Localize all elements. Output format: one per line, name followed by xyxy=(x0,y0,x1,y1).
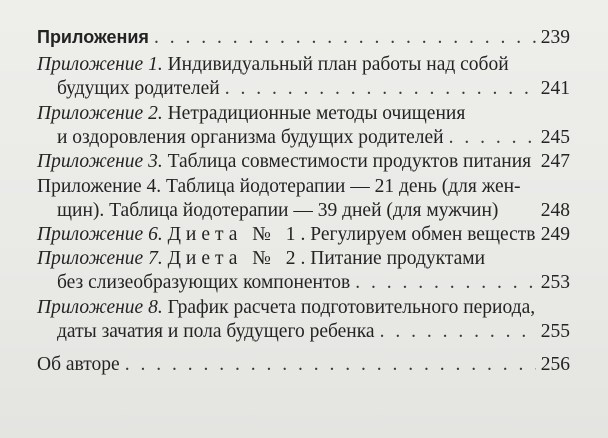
leader-dots xyxy=(355,272,536,294)
entry-title-cont: и оздоровления организма будущих родителей xyxy=(57,127,444,148)
entry-title-cont: без слизеобразующих компонентов xyxy=(57,272,351,293)
diet-label: Диета № 2 xyxy=(167,248,301,269)
appendix-label: Приложение 3. xyxy=(37,151,163,172)
toc-heading-row xyxy=(37,26,570,48)
diet-label: Диета № 1 xyxy=(167,224,301,245)
leader-dots xyxy=(154,27,536,49)
page-number: 247 xyxy=(540,151,570,172)
toc-entry-4-line1 xyxy=(37,176,608,198)
page-number: 239 xyxy=(540,27,570,48)
entry-title: Индивидуальный план работы над собой xyxy=(162,54,509,75)
toc-about-row xyxy=(37,354,570,376)
page-number: 248 xyxy=(540,200,570,221)
page-number: 241 xyxy=(540,78,570,99)
toc-entry-6 xyxy=(37,224,570,246)
leader-dots xyxy=(125,354,536,376)
toc-entry-7-line1 xyxy=(37,248,608,270)
toc-entry-2-line1 xyxy=(37,103,608,125)
toc-entry-1-line1 xyxy=(37,54,608,76)
toc-entry-8-line2 xyxy=(57,321,570,343)
toc-entry-8-line1 xyxy=(37,297,608,319)
page-number: 245 xyxy=(540,127,570,148)
entry-title: . Регулируем обмен веществ xyxy=(300,224,536,245)
entry-title: Нетрадиционные методы очищения xyxy=(162,103,466,124)
toc-entry-2-line2 xyxy=(57,127,570,149)
about-title: Об авторе xyxy=(37,354,120,375)
toc-entry-4-line2 xyxy=(57,200,570,222)
page-number: 249 xyxy=(540,224,570,245)
page-number: 255 xyxy=(540,321,570,342)
page-number: 253 xyxy=(540,272,570,293)
entry-title: График расчета подготовительного периода, xyxy=(162,297,536,318)
appendix-label: Приложение 1. xyxy=(37,54,163,75)
leader-dots xyxy=(380,321,536,343)
page-number: 256 xyxy=(540,354,570,375)
entry-title: Приложение 4. Таблица йодотерапии — 21 день (для жен- xyxy=(37,176,521,197)
section-heading: Приложения xyxy=(37,27,149,47)
appendix-label: Приложение 7. xyxy=(37,248,163,269)
entry-title-cont: щин). Таблица йодотерапии — 39 дней (для мужчин) xyxy=(57,200,499,221)
leader-dots xyxy=(225,78,536,100)
entry-title: Таблица совместимости продуктов питания xyxy=(162,151,532,172)
entry-title-cont: даты зачатия и пола будущего ребенка xyxy=(57,321,375,342)
leader-dots xyxy=(449,127,536,149)
toc-entry-7-line2 xyxy=(57,272,570,294)
appendix-label: Приложение 2. xyxy=(37,103,163,124)
toc-entry-3 xyxy=(37,151,570,173)
toc-entry-1-line2 xyxy=(57,78,570,100)
appendix-label: Приложение 8. xyxy=(37,297,163,318)
entry-title-cont: будущих родителей xyxy=(57,78,220,99)
entry-title: . Питание продуктами xyxy=(300,248,486,269)
appendix-label: Приложение 6. xyxy=(37,224,163,245)
